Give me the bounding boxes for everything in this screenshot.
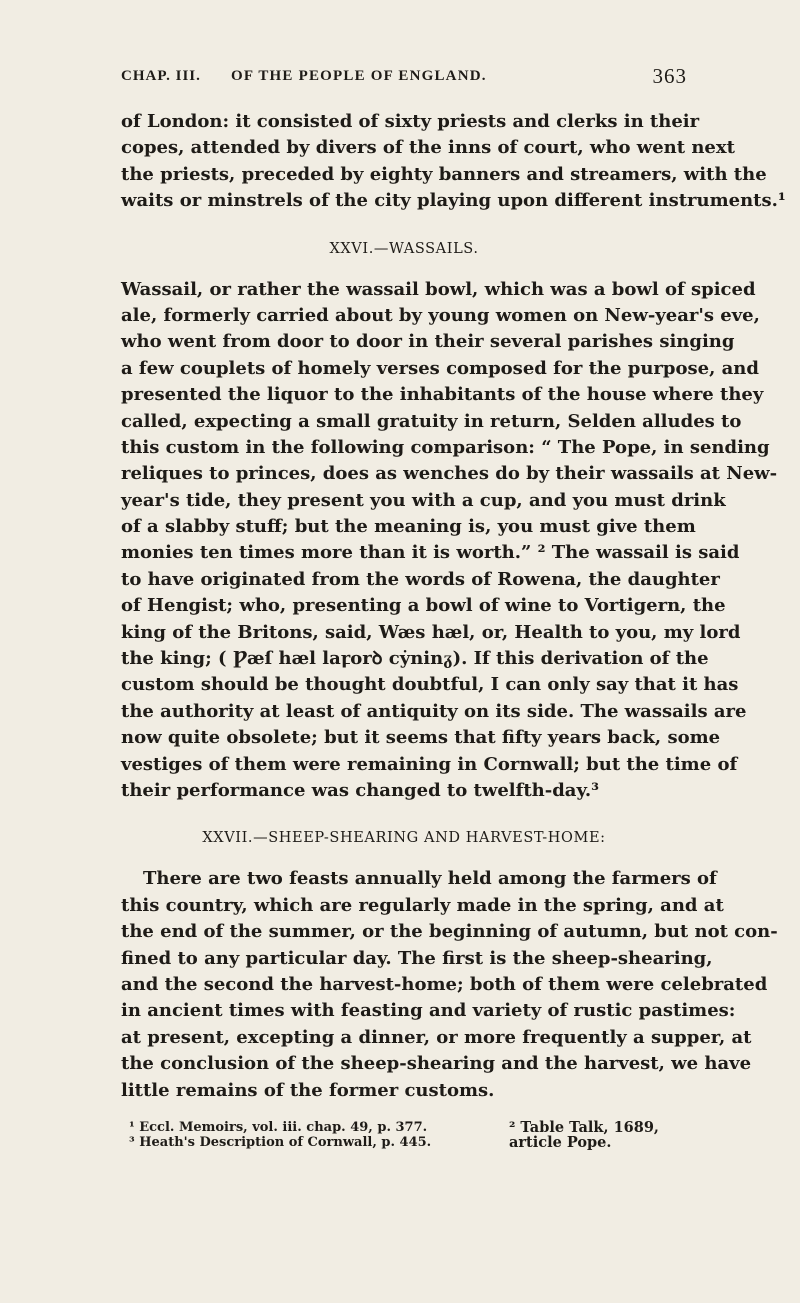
text-line: the priests, preceded by eighty banners and streamers, with the (121, 163, 767, 185)
text-line: their performance was changed to twelfth-day.³ (121, 779, 600, 801)
section-heading-sheep-shearing: XXVII.—SHEEP-SHEARING AND HARVEST-HOME: (202, 830, 606, 847)
section-heading-wassails: XXVI.—WASSAILS. (329, 240, 479, 257)
text-line: of Hengist; who, presenting a bowl of wine to Vortigern, the (121, 595, 726, 617)
text-line: monies ten times more than it is worth.” ² The wassail is said (121, 542, 740, 564)
footnotes-right (509, 1120, 687, 1150)
footnote-2: ² Table Talk, 1689, article Pope. (509, 1118, 659, 1151)
text-line: king of the Britons, said, Wæs hæl, or, Health to you, my lord (121, 621, 741, 643)
text-line: to have originated from the words of Rowena, the daughter (121, 568, 720, 590)
text-line: of London: it consisted of sixty priests and clerks in their (121, 111, 700, 132)
text-line: who went from door to door in their several parishes singing (121, 331, 735, 353)
paragraph-3 (121, 866, 778, 1104)
text-line: There are two feasts annually held among the farmers of (143, 868, 717, 890)
text-line: this country, which are regularly made in the spring, and at (121, 894, 724, 916)
paragraph-1 (121, 109, 786, 215)
footnotes-left (121, 1120, 509, 1150)
text-line: little remains of the former customs. (121, 1079, 495, 1101)
text-line: custom should be thought doubtful, I can only say that it has (121, 674, 739, 696)
text-line: vestiges of them were remaining in Cornwall; but the time of (121, 753, 738, 775)
text-line: of a slabby stuff; but the meaning is, you must give them (121, 516, 696, 538)
footnotes (121, 1120, 687, 1150)
paragraph-2 (121, 277, 778, 805)
text-line: the conclusion of the sheep-shearing and the harvest, we have (121, 1053, 752, 1075)
text-line: called, expecting a small gratuity in return, Selden alludes to (121, 410, 742, 432)
text-line: the authority at least of antiquity on its side. The wassails are (121, 700, 747, 722)
text-line: year's tide, they present you with a cup, and you must drink (121, 489, 726, 511)
text-line: Wassail, or rather the wassail bowl, which was a bowl of spiced (121, 278, 756, 300)
text-line: the end of the summer, or the beginning of autumn, but not con- (121, 921, 778, 943)
text-line: reliques to princes, does as wenches do by their wassails at New- (121, 463, 778, 485)
text-line: and the second the harvest-home; both of them were celebrated (121, 973, 768, 995)
page-body (121, 109, 786, 1151)
text-line: now quite obsolete; but it seems that fifty years back, some (121, 727, 721, 749)
text-line: presented the liquor to the inhabitants of the house where they (121, 384, 764, 406)
text-line: ale, formerly carried about by young women on New-year's eve, (121, 304, 760, 326)
text-line: in ancient times with feasting and variety of rustic pastimes: (121, 1000, 736, 1022)
text-line: waits or minstrels of the city playing upon different instruments.¹ (121, 190, 786, 212)
page-number: 363 (652, 64, 687, 88)
running-head (121, 64, 687, 90)
text-line: the king; ( Ƿæſ hæl laꝼorꝺ cẏninᵹ). If this derivation of the (121, 648, 709, 670)
chapter-label: CHAP. III. (121, 68, 201, 84)
text-line: this custom in the following comparison: “ The Pope, in sending (121, 436, 770, 458)
footnote-1: ¹ Eccl. Memoirs, vol. iii. chap. 49, p. 377. (129, 1119, 428, 1135)
text-line: fined to any particular day. The first is the sheep-shearing, (121, 947, 713, 969)
running-title: OF THE PEOPLE OF ENGLAND. (231, 68, 487, 84)
text-line: a few couplets of homely verses composed for the purpose, and (121, 357, 759, 379)
text-line: copes, attended by divers of the inns of court, who went next (121, 137, 735, 159)
footnote-3: ³ Heath's Description of Cornwall, p. 445. (129, 1134, 432, 1150)
text-line: at present, excepting a dinner, or more frequently a supper, at (121, 1026, 752, 1048)
